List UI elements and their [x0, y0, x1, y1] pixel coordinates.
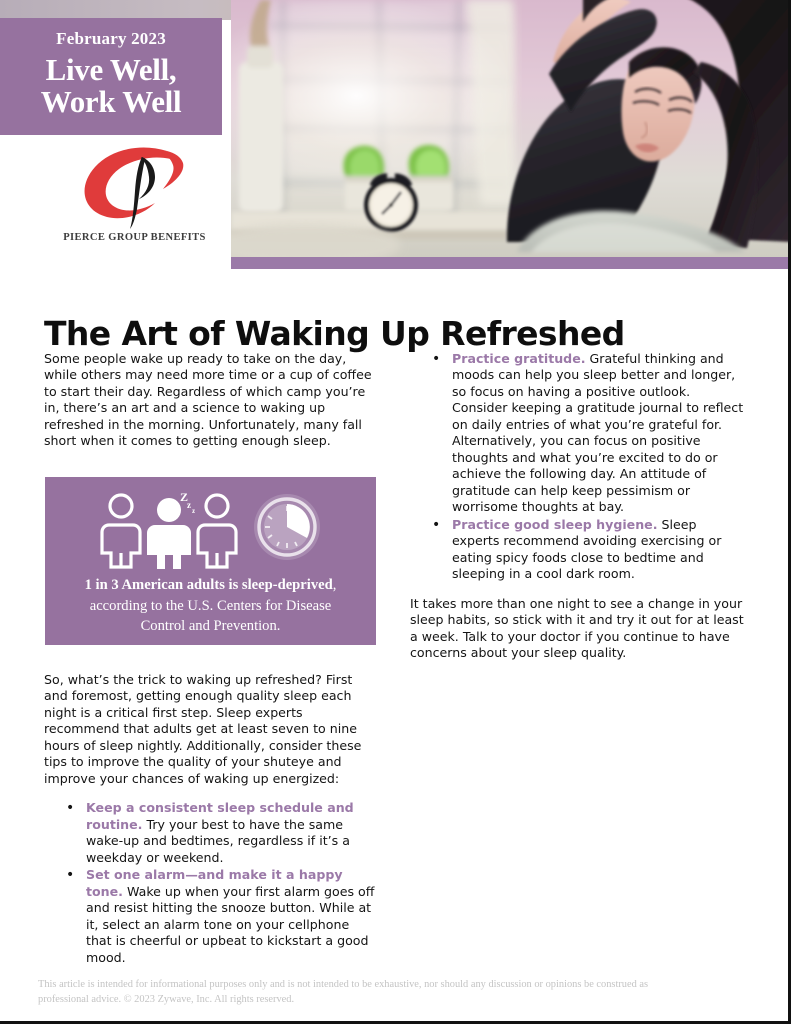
tip-body: Grateful thinking and moods can help you sleep better and longer, so focus on having a positive outlook. Consider keeping a gratitude journal to reflect on daily entries of what you’re grateful for. Alternatively, you can focus on positive thoughts and what you’re excited to do or achieve the following day. An attitude of gratitude can help keep pessimism or worrisome thoughts at bay. [452, 351, 744, 515]
zzz-sleep-icon [180, 491, 195, 515]
pierce-group-swoosh-icon [71, 143, 199, 231]
tip-body: Sleep experts recommend avoiding exercising or eating spicy foods close to bedtime and sleeping in a cool dark room. [452, 516, 722, 582]
tip-lead: Practice gratitude. [452, 351, 586, 366]
infographic-stat-bold-line1: 1 in 3 American adults is sleep- [84, 577, 278, 593]
masthead-line-1: Live Well, [45, 52, 177, 87]
article-title: The Art of Waking Up Refreshed [44, 314, 625, 354]
logo-wordmark: PIERCE GROUP BENEFITS [63, 232, 206, 243]
infographic-icon-group [91, 477, 331, 569]
tip-lead: Keep a consistent sleep schedule and routine. [86, 800, 354, 832]
company-logo [52, 143, 217, 255]
tip-lead: Set one alarm—and make it a happy tone. [86, 867, 343, 899]
list-item [66, 800, 376, 866]
masthead-line-2: Work Well [40, 83, 182, 119]
infographic-caption-rest: , according to the U.S. Centers for Disease Control and Prevention. [89, 577, 337, 635]
tip-body: Try your best to have the same wake-up and bedtimes, regardless if it’s a weekday or weekend. [86, 816, 350, 865]
svg-text:z: z [186, 500, 191, 510]
list-item [66, 867, 376, 966]
tips-list-right [410, 351, 746, 583]
list-item [432, 517, 746, 583]
list-item [432, 351, 746, 516]
infographic-stat-bold-line2: deprived [277, 577, 333, 593]
closing-paragraph: It takes more than one night to see a change in your sleep habits, so stick with it and try it out for at least a week. Talk to your doctor if you continue to have concerns about your sleep quality. [410, 595, 744, 661]
right-column [410, 351, 746, 675]
clock-pie-icon [254, 494, 320, 560]
hero-photo [231, 0, 791, 257]
left-column [44, 351, 376, 463]
infographic-caption [45, 569, 376, 637]
tip-body: Wake up when your first alarm goes off and resist hitting the snooze button. While at it, select an alarm tone on your cellphone that is cheerful or upbeat to kickstart a good mood. [86, 883, 375, 965]
masthead-title [0, 54, 222, 118]
left-column-continued [44, 672, 376, 979]
second-paragraph: So, what’s the trick to waking up refreshed? First and foremost, getting enough quality sleep each night is a critical first step. Sleep experts recommend that adults get at least seven to nine hours of sleep nightly. Additionally, consider these tips to improve the quality of your shuteye and improve your chances of waking up energized: [44, 672, 362, 786]
issue-date: February 2023 [56, 29, 166, 48]
svg-text:Z: Z [179, 491, 188, 504]
sleep-statistic-infographic [45, 477, 376, 645]
svg-text:z: z [191, 507, 195, 515]
masthead-block [0, 18, 222, 135]
person-outline-icon [198, 495, 236, 567]
intro-paragraph: Some people wake up ready to take on the day, while others may need more time or a cup of coffee to start their day. Regardless of which camp you’re in, there’s an art and a science to waking up refreshed in the morning. Unfortunately, many fall short when it comes to getting enough sleep. [44, 351, 372, 449]
person-sleeping-icon [147, 498, 191, 569]
hero-accent-strip [231, 257, 791, 269]
footer-disclaimer: This article is intended for informational purposes only and is not intended to be exhaustive, nor should any discussion or opinions be construed as professional advice. © 2023 Zywave, Inc. All rights reserved. [38, 979, 649, 1006]
tips-list-left [44, 800, 376, 966]
tip-lead: Practice good sleep hygiene. [452, 516, 658, 532]
person-outline-icon [102, 495, 140, 567]
